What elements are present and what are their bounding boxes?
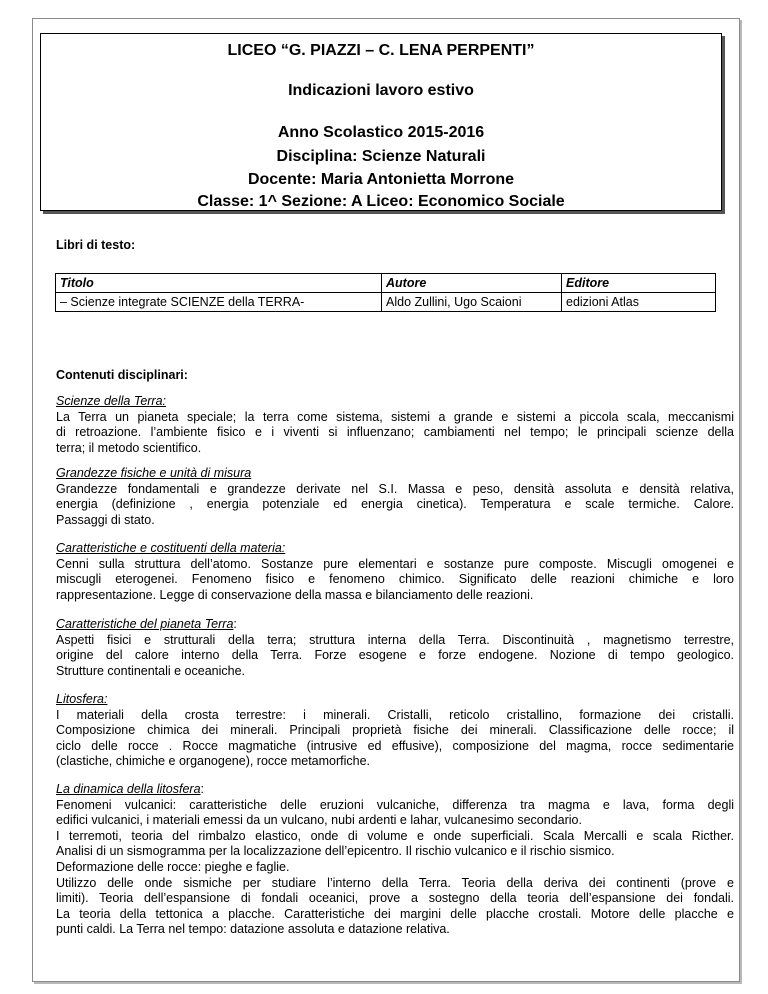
body-line: Utilizzo delle onde sismiche per studiare l’interno della Terra. Teoria della deriva dei continenti (prove e	[56, 875, 734, 890]
body-line: Deformazione delle rocce: pieghe e faglie.	[56, 859, 290, 874]
section-title: Caratteristiche del pianeta Terra	[56, 617, 234, 631]
book-title: – Scienze integrate SCIENZE della TERRA-	[56, 293, 382, 312]
section-litosfera	[56, 692, 734, 770]
body-line: origine del calore interno della Terra. Forze esogene e forze endogene. Nozione di tempo geologico.	[56, 648, 734, 663]
section-materia	[56, 541, 734, 603]
teacher: Docente: Maria Antonietta Morrone	[247, 171, 515, 188]
section-pianeta-terra	[56, 617, 734, 679]
body-line: miscugli eterogenei. Fenomeno fisico e fenomeno chimico. Significato delle reazioni chimiche e loro	[56, 572, 734, 587]
school-name: LICEO “G. PIAZZI – C. LENA PERPENTI”	[227, 42, 535, 59]
body-line: Aspetti fisici e strutturali della terra; struttura interna della Terra. Discontinuità , magnetismo terrestre,	[56, 632, 734, 647]
section-body	[56, 482, 734, 529]
textbooks-table	[55, 273, 716, 312]
body-line: limiti). Teoria dell’espansione di fondali oceanici, prove a sostegno della teoria dell’espansione dei fondali.	[56, 891, 734, 906]
section-title-wrap	[56, 782, 734, 798]
body-line: Strutture continentali e oceaniche.	[56, 663, 246, 678]
body-line: punti caldi. La Terra nel tempo: datazione assoluta e datazione relativa.	[56, 922, 450, 937]
section-title-suffix: :	[200, 782, 205, 796]
section-title: Caratteristiche e costituenti della materia:	[56, 541, 286, 555]
body-line: di retroazione. l’ambiente fisico e i viventi si influenzano; cambiamenti nel tempo; le principali scienze della	[56, 425, 734, 440]
textbooks-label: Libri di testo:	[56, 238, 136, 252]
section-body	[56, 557, 734, 604]
body-line: Cenni sulla struttura dell’atomo. Sostanze pure elementari e sostanze pure composte. Miscugli omogenei e	[56, 556, 734, 571]
body-line: I materiali della crosta terrestre: i minerali. Cristalli, reticolo cristallino, formazione dei cristalli.	[56, 707, 734, 722]
document-subtitle: Indicazioni lavoro estivo	[288, 82, 474, 99]
body-line: Passaggi di stato.	[56, 512, 155, 527]
body-line: terra; il metodo scientifico.	[56, 440, 202, 455]
book-publisher: edizioni Atlas	[562, 293, 716, 312]
table-row	[56, 293, 716, 312]
document-header	[40, 33, 722, 211]
section-body	[56, 708, 734, 770]
discipline: Disciplina: Scienze Naturali	[276, 148, 486, 165]
section-title: La dinamica della litosfera	[56, 782, 201, 796]
body-line: Fenomeni vulcanici: caratteristiche delle eruzioni vulcaniche, differenza tra magma e lava, forma degli	[56, 797, 734, 812]
section-dinamica-litosfera	[56, 782, 734, 938]
book-author: Aldo Zullini, Ugo Scaioni	[382, 293, 562, 312]
body-line: (clastiche, chimiche e organogene), rocce metamorfiche.	[56, 754, 371, 769]
section-title: Grandezze fisiche e unità di misura	[56, 466, 252, 480]
section-title-wrap	[56, 617, 734, 633]
body-line: Analisi di un sismogramma per la localizzazione dell’epicentro. Il rischio vulcanico e il rischio sismico.	[56, 844, 615, 859]
class-info: Classe: 1^ Sezione: A Liceo: Economico Sociale	[197, 193, 565, 210]
section-title: Litosfera:	[56, 692, 108, 706]
section-body	[56, 633, 734, 680]
table-header-row	[56, 274, 716, 293]
column-header-author: Autore	[382, 274, 562, 293]
column-header-publisher: Editore	[562, 274, 716, 293]
section-body	[56, 410, 734, 457]
body-line: La teoria della tettonica a placche. Caratteristiche dei margini delle placche crostali. Motore delle placche e	[56, 906, 734, 921]
section-title: Scienze della Terra:	[56, 394, 167, 408]
body-line: edifici vulcanici, i materiali emessi da un vulcano, nubi ardenti e lahar, vulcanesimo secondario.	[56, 813, 582, 828]
body-line: ciclo delle rocce . Rocce magmatiche (intrusive ed effusive), composizione del magma, rocce sedimentarie	[56, 738, 734, 753]
body-line: rappresentazione. Legge di conservazione della massa e bilanciamento delle reazioni.	[56, 587, 534, 602]
section-body	[56, 798, 734, 938]
section-title-suffix: :	[233, 617, 237, 631]
column-header-title: Titolo	[56, 274, 382, 293]
body-line: I terremoti, teoria del rimbalzo elastico, onde di volume e onde superficiali. Scala Mercalli e scala Ricther.	[56, 828, 734, 843]
contents-label: Contenuti disciplinari:	[56, 368, 188, 382]
body-line: energia (definizione , energia potenziale ed energia cinetica). Temperatura e scale termiche. Calore.	[56, 497, 734, 512]
school-year: Anno Scolastico 2015-2016	[277, 124, 485, 141]
section-grandezze-fisiche	[56, 466, 734, 528]
body-line: La Terra un pianeta speciale; la terra come sistema, sistemi a grande e sistemi a piccola scala, meccanismi	[56, 409, 734, 424]
body-line: Composizione chimica dei minerali. Principali proprietà fisiche dei minerali. Classificazione delle rocce; il	[56, 723, 734, 738]
body-line: Grandezze fondamentali e grandezze derivate nel S.I. Massa e peso, densità assoluta e densità relativa,	[56, 481, 734, 496]
section-scienze-della-terra	[56, 394, 734, 456]
